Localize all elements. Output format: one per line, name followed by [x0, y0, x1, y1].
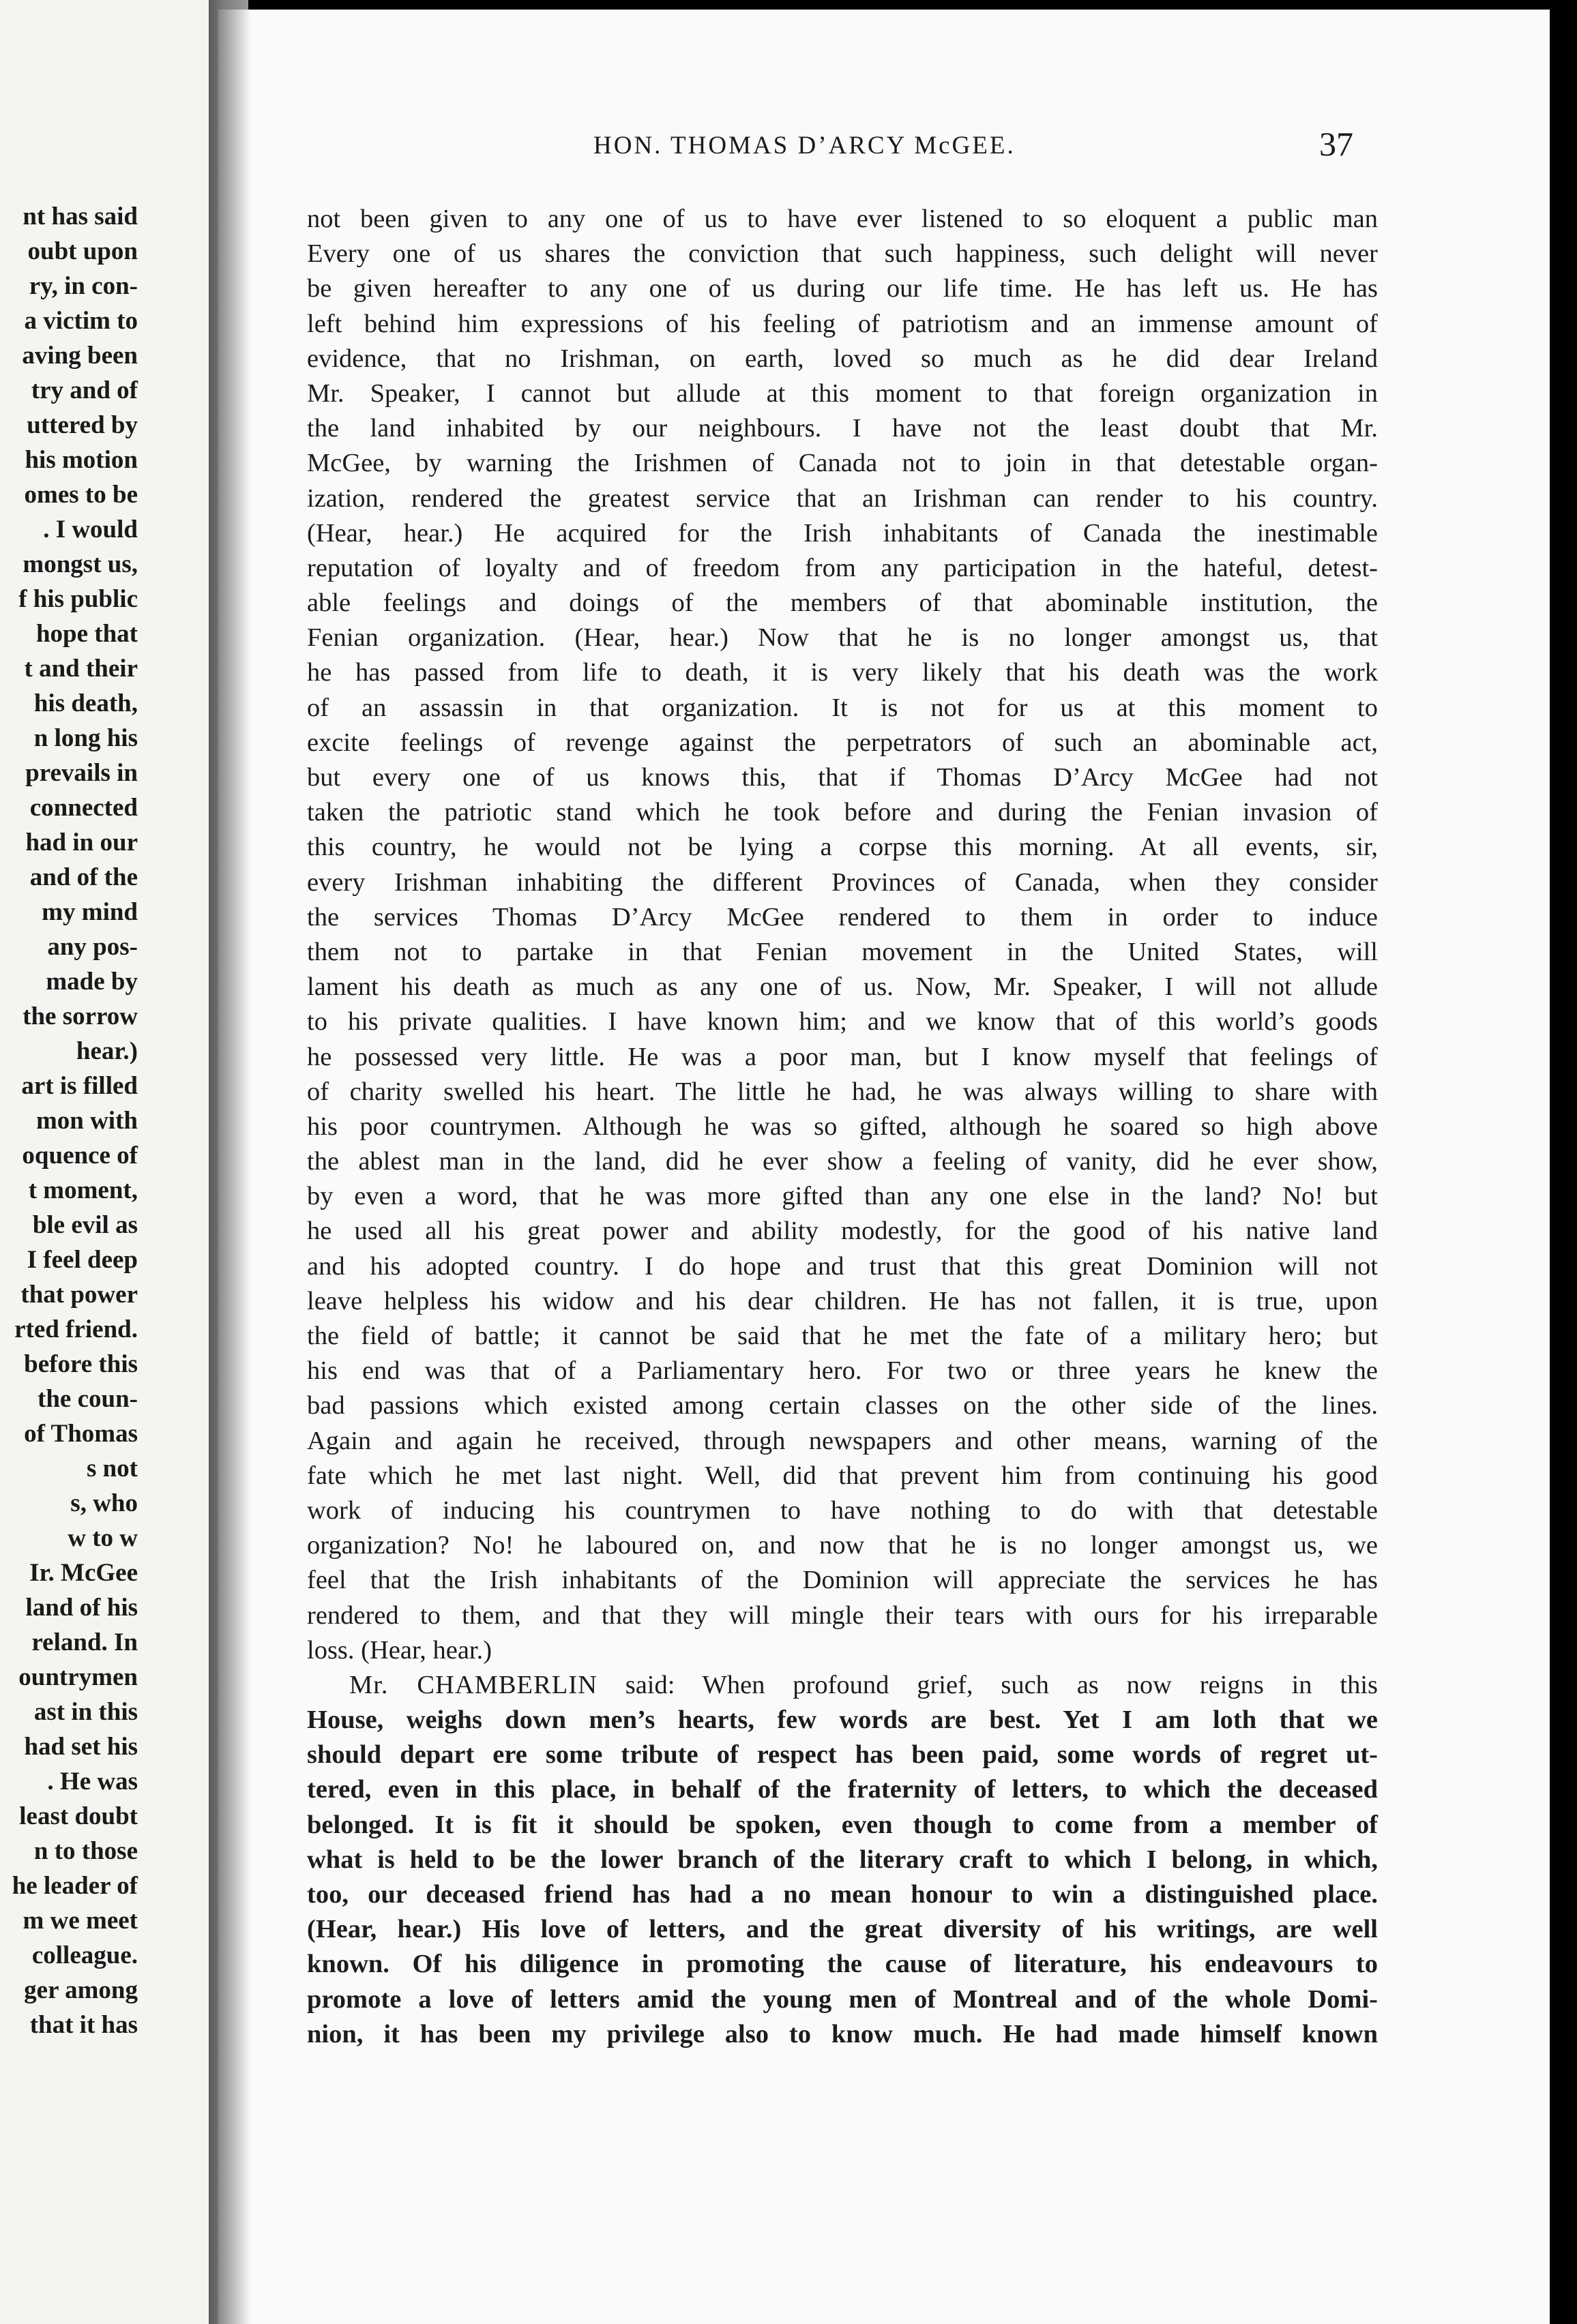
- text-line: McGee, by warning the Irishmen of Canada not to join in that detestable organ-: [307, 449, 1378, 478]
- text-line: evidence, that no Irishman, on earth, loved so much as he did dear Ireland: [307, 344, 1378, 373]
- page-number: 37: [1319, 125, 1353, 163]
- text-line: fate which he met last night. Well, did that prevent him from continuing his good: [307, 1461, 1378, 1490]
- left-page-line: hear.): [76, 1037, 138, 1065]
- text-line: should depart ere some tribute of respect has been paid, some words of regret ut-: [307, 1740, 1378, 1770]
- left-page-line: ger among: [24, 1976, 138, 2004]
- paragraph-chamberlin-speech: [307, 1668, 1378, 2052]
- text-line: Fenian organization. (Hear, hear.) Now that he is no longer amongst us, that: [307, 623, 1378, 653]
- left-page-line: ountrymen: [18, 1663, 138, 1691]
- text-line: them not to partake in that Fenian movement in the United States, will: [307, 937, 1378, 966]
- left-page-line: that it has: [29, 2011, 138, 2039]
- left-page-line: I feel deep: [27, 1246, 138, 1274]
- left-page-line: before this: [24, 1350, 138, 1378]
- left-page-line: n to those: [33, 1837, 138, 1865]
- text-line: what is held to be the lower branch of the literary craft to which I belong, in which,: [307, 1845, 1378, 1874]
- text-line: tered, even in this place, in behalf of the fraternity of letters, to which the deceased: [307, 1775, 1378, 1804]
- left-page-line: connected: [29, 794, 138, 822]
- left-facing-page: [0, 0, 209, 2324]
- text-line: the ablest man in the land, did he ever show a feeling of vanity, did he ever show,: [307, 1147, 1378, 1176]
- chamberlin-first-line: [307, 1668, 1378, 1703]
- text-line: the field of battle; it cannot be said that he met the fate of a military hero; but: [307, 1322, 1378, 1350]
- left-page-line: . He was: [47, 1768, 138, 1796]
- text-line: he has passed from life to death, it is very likely that his death was the work: [307, 658, 1378, 687]
- text-line: this country, he would not be lying a corpse this morning. At all events, sir,: [307, 833, 1378, 862]
- left-page-line: made by: [46, 968, 138, 996]
- left-page-line: land of his: [25, 1594, 138, 1622]
- left-page-line: any pos-: [47, 933, 138, 961]
- chamberlin-opening-text: said: When profound grief, such as now reigns in this: [597, 1670, 1378, 1699]
- left-page-line: Ir. McGee: [29, 1559, 138, 1587]
- text-line: able feelings and doings of the members of that abominable institution, the: [307, 589, 1378, 618]
- left-page-line: hope that: [35, 620, 138, 648]
- left-page-line: s, who: [70, 1489, 138, 1517]
- left-page-line: prevails in: [25, 759, 138, 787]
- left-page-line: mon with: [35, 1107, 138, 1135]
- left-page-line: art is filled: [21, 1072, 138, 1100]
- text-line: to his private qualities. I have known him; and we know that of this world’s goods: [307, 1007, 1378, 1037]
- text-line: the land inhabited by our neighbours. I have not the least doubt that Mr.: [307, 414, 1378, 443]
- left-page-line: reland. In: [31, 1628, 138, 1656]
- text-line: excite feelings of revenge against the perpetrators of such an abominable act,: [307, 728, 1378, 757]
- page-body: [307, 202, 1378, 2052]
- scan-border: [1550, 0, 1577, 2324]
- left-page-line: his death,: [33, 689, 138, 717]
- left-page-line: colleague.: [31, 1941, 138, 1969]
- left-page-line: omes to be: [24, 481, 138, 509]
- left-page-line: s not: [86, 1455, 138, 1483]
- text-line: rendered to them, and that they will mingle their tears with ours for his irreparable: [307, 1600, 1378, 1630]
- left-page-line: aving been: [22, 342, 138, 370]
- paragraph-mcgee-tribute: [307, 202, 1378, 1668]
- text-line: feel that the Irish inhabitants of the Dominion will appreciate the services he has: [307, 1566, 1378, 1595]
- left-page-line: his motion: [25, 446, 138, 474]
- left-page-line: m we meet: [23, 1907, 138, 1935]
- left-page-line: t moment,: [28, 1176, 138, 1204]
- text-line: of charity swelled his heart. The little he had, he was always willing to share with: [307, 1077, 1378, 1106]
- text-line: nion, it has been my privilege also to know much. He had made himself known: [307, 2019, 1378, 2049]
- left-page-line: n long his: [33, 724, 138, 752]
- text-line: loss. (Hear, hear.): [307, 1635, 492, 1665]
- left-page-line: the sorrow: [23, 1002, 138, 1030]
- left-page-line: oubt upon: [27, 237, 138, 265]
- text-line: bad passions which existed among certain classes on the other side of the lines.: [307, 1391, 1378, 1420]
- left-page-line: had set his: [24, 1733, 138, 1761]
- text-line: be given hereafter to any one of us during our life time. He has left us. He has: [307, 274, 1378, 303]
- text-line: House, weighs down men’s hearts, few words are best. Yet I am loth that we: [307, 1705, 1378, 1735]
- text-line: and his adopted country. I do hope and trust that this great Dominion will not: [307, 1251, 1378, 1281]
- text-line: taken the patriotic stand which he took before and during the Fenian invasion of: [307, 798, 1378, 827]
- text-line: work of inducing his countrymen to have nothing to do with that detestable: [307, 1495, 1378, 1525]
- text-line: the services Thomas D’Arcy McGee rendered to them in order to induce: [307, 902, 1378, 932]
- text-line: organization? No! he laboured on, and now that he is no longer amongst us, we: [307, 1531, 1378, 1560]
- left-page-line: of Thomas: [24, 1420, 138, 1448]
- text-line: (Hear, hear.) He acquired for the Irish inhabitants of Canada the inestimable: [307, 518, 1378, 548]
- text-line: too, our deceased friend has had a no mean honour to win a distinguished place.: [307, 1880, 1378, 1909]
- text-line: ization, rendered the greatest service that an Irishman can render to his country.: [307, 483, 1378, 513]
- left-page-line: the coun-: [38, 1385, 138, 1413]
- left-page-line: that power: [20, 1281, 138, 1309]
- left-page-line: least doubt: [19, 1802, 138, 1830]
- gutter-shadow: [218, 10, 251, 2324]
- left-page-line: ble evil as: [32, 1211, 138, 1239]
- left-page-line: rted friend.: [14, 1315, 138, 1343]
- left-page-line: t and their: [24, 655, 138, 683]
- left-page-line: and of the: [29, 863, 138, 891]
- text-line: known. Of his diligence in promoting the cause of literature, his endeavours to: [307, 1950, 1378, 1979]
- text-line: not been given to any one of us to have ever listened to so eloquent a public man: [307, 205, 1378, 233]
- left-page-line: w to w: [68, 1524, 138, 1552]
- text-line: leave helpless his widow and his dear children. He has not fallen, it is true, upon: [307, 1286, 1378, 1315]
- speaker-name: Mr. CHAMBERLIN: [349, 1670, 598, 1699]
- text-line: he used all his great power and ability modestly, for the good of his native land: [307, 1217, 1378, 1246]
- left-page-line: he leader of: [12, 1872, 138, 1900]
- left-page-line: my mind: [42, 898, 138, 926]
- text-line: his end was that of a Parliamentary hero. For two or three years he knew the: [307, 1356, 1378, 1386]
- text-line: (Hear, hear.) His love of letters, and the great diversity of his writings, are well: [307, 1915, 1378, 1944]
- left-page-line: had in our: [25, 829, 138, 856]
- text-line: he possessed very little. He was a poor man, but I know myself that feelings of: [307, 1042, 1378, 1071]
- left-page-line: nt has said: [23, 203, 138, 230]
- left-page-line: f his public: [18, 585, 138, 613]
- text-line: Again and again he received, through newspapers and other means, warning of the: [307, 1426, 1378, 1455]
- text-line: of an assassin in that organization. It is not for us at this moment to: [307, 693, 1378, 722]
- left-page-line: . I would: [43, 516, 138, 543]
- text-line: but every one of us knows this, that if Thomas D’Arcy McGee had not: [307, 763, 1378, 792]
- text-line: Every one of us shares the conviction that such happiness, such delight will never: [307, 239, 1378, 269]
- text-line: lament his death as much as any one of us. Now, Mr. Speaker, I will not allude: [307, 972, 1378, 1002]
- text-line: every Irishman inhabiting the different Provinces of Canada, when they consider: [307, 867, 1378, 897]
- left-page-line: a victim to: [24, 307, 138, 335]
- left-page-line: mongst us,: [23, 550, 138, 578]
- text-line: reputation of loyalty and of freedom from any participation in the hateful, detest-: [307, 553, 1378, 582]
- text-line: belonged. It is fit it should be spoken, even though to come from a member of: [307, 1810, 1378, 1839]
- text-line: left behind him expressions of his feeling of patriotism and an immense amount of: [307, 309, 1378, 338]
- text-line: Mr. Speaker, I cannot but allude at this moment to that foreign organization in: [307, 378, 1378, 408]
- text-line: his poor countrymen. Although he was so gifted, although he soared so high above: [307, 1112, 1378, 1141]
- left-page-line: oquence of: [22, 1142, 138, 1170]
- left-page-line: try and of: [31, 376, 138, 404]
- text-line: promote a love of letters amid the young men of Montreal and of the whole Domi-: [307, 1984, 1378, 2014]
- running-head: HON. THOMAS D’ARCY McGEE.: [593, 132, 1016, 160]
- text-line: by even a word, that he was more gifted than any one else in the land? No! but: [307, 1182, 1378, 1211]
- left-page-line: ast in this: [33, 1698, 138, 1726]
- left-page-line: uttered by: [27, 411, 138, 439]
- left-page-line: ry, in con-: [29, 272, 138, 300]
